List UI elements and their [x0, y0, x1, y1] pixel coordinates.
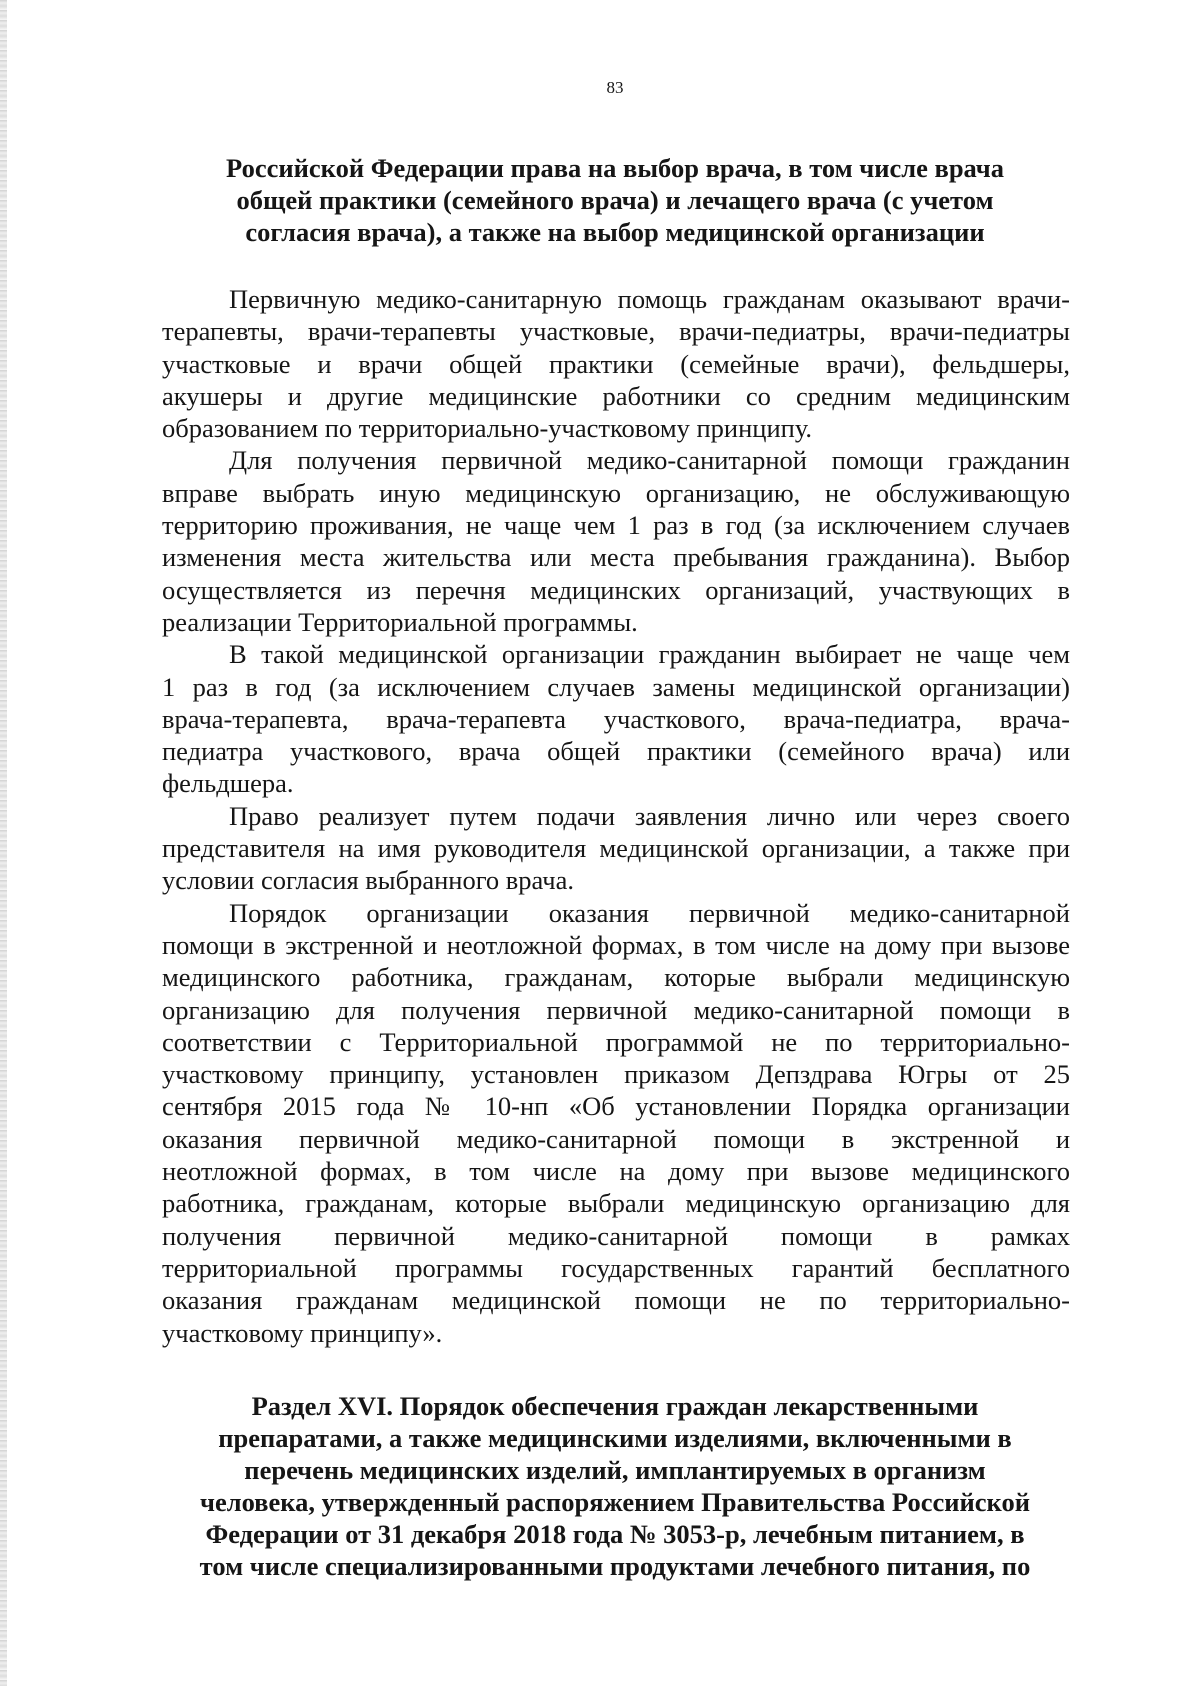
body-text: [162, 283, 1070, 1349]
top-heading-line: согласия врача), а также на выбор медицинской организации: [245, 217, 985, 247]
text-line: работника, гражданам, которые выбрали медицинскую организацию для: [162, 1188, 1070, 1219]
top-heading-line: общей практики (семейного врача) и лечащего врача (с учетом: [236, 185, 994, 215]
section-heading-line: том числе специализированными продуктами лечебного питания, по: [199, 1551, 1031, 1581]
paragraph-application: [162, 800, 1070, 897]
text-line: условии согласия выбранного врача.: [162, 865, 574, 896]
text-line: соответствии с Территориальной программой не по территориально-: [162, 1026, 1070, 1057]
text-line: оказания гражданам медицинской помощи не по территориально-: [162, 1285, 1070, 1316]
text-line: Первичную медико-санитарную помощь гражданам оказывают врачи-: [229, 284, 1070, 314]
text-line: получения первичной медико-санитарной помощи в рамках: [162, 1220, 1070, 1251]
text-line: сентября 2015 года № 10-нп «Об установлении Порядка организации: [162, 1091, 1070, 1122]
text-line: изменения места жительства или места пребывания гражданина). Выбор: [162, 542, 1070, 573]
text-line: Для получения первичной медико-санитарной помощи гражданин: [229, 445, 1070, 476]
paragraph-choice-of-doctor: [162, 638, 1070, 799]
paragraph-primary-care: [162, 283, 1070, 444]
section-heading-line: перечень медицинских изделий, имплантируемых в организм: [244, 1455, 986, 1485]
text-line: врача-терапевта, врача-терапевта участкового, врача-педиатра, врача-: [162, 703, 1070, 734]
paragraph-emergency-care-order: [162, 897, 1070, 1349]
text-line: участковому принципу».: [162, 1317, 443, 1348]
text-line: реализации Территориальной программы.: [162, 606, 638, 637]
section-heading-line: Раздел XVI. Порядок обеспечения граждан лекарственными: [251, 1391, 979, 1421]
text-line: территориальной программы государственных гарантий бесплатного: [162, 1252, 1070, 1283]
text-line: осуществляется из перечня медицинских организаций, участвующих в: [162, 574, 1070, 605]
text-line: медицинского работника, гражданам, которые выбрали медицинскую: [162, 962, 1070, 993]
text-line: организацию для получения первичной медико-санитарной помощи в: [162, 994, 1070, 1025]
section-heading-line: препаратами, а также медицинскими изделиями, включенными в: [218, 1423, 1012, 1453]
text-line: помощи в экстренной и неотложной формах, в том числе на дому при вызове: [162, 929, 1070, 960]
text-line: В такой медицинской организации гражданин выбирает не чаще чем: [229, 639, 1070, 670]
text-line: педиатра участкового, врача общей практики (семейного врача) или: [162, 736, 1070, 767]
text-line: Порядок организации оказания первичной медико-санитарной: [229, 897, 1070, 928]
text-line: терапевты, врачи-терапевты участковые, врачи-педиатры, врачи-педиатры: [162, 316, 1070, 347]
text-line: представителя на имя руководителя медицинской организации, а также при: [162, 833, 1070, 864]
section-heading: [170, 1390, 1060, 1582]
text-line: территорию проживания, не чаще чем 1 раз в год (за исключением случаев: [162, 510, 1070, 541]
top-heading: [170, 152, 1060, 248]
text-line: Право реализует путем подачи заявления лично или через своего: [229, 800, 1070, 831]
text-line: участковому принципу, установлен приказом Депздрава Югры от 25: [162, 1059, 1070, 1090]
text-line: оказания первичной медико-санитарной помощи в экстренной и: [162, 1123, 1070, 1154]
paragraph-choice-of-organization: [162, 444, 1070, 638]
text-line: фельдшера.: [162, 768, 294, 799]
page-number: 83: [606, 78, 624, 97]
scan-edge: [0, 0, 7, 1686]
section-heading-line: Федерации от 31 декабря 2018 года № 3053-р, лечебным питанием, в: [205, 1519, 1025, 1549]
text-line: образованием по территориально-участковому принципу.: [162, 413, 813, 444]
text-line: акушеры и другие медицинские работники со средним медицинским: [162, 380, 1070, 411]
text-line: вправе выбрать иную медицинскую организацию, не обслуживающую: [162, 477, 1070, 508]
top-heading-line: Российской Федерации права на выбор врача, в том числе врача: [226, 153, 1004, 183]
text-line: участковые и врачи общей практики (семейные врачи), фельдшеры,: [162, 348, 1070, 379]
section-heading-line: человека, утвержденный распоряжением Правительства Российской: [200, 1487, 1030, 1517]
text-line: 1 раз в год (за исключением случаев замены медицинской организации): [162, 671, 1070, 702]
text-line: неотложной формах, в том числе на дому при вызове медицинского: [162, 1156, 1070, 1187]
